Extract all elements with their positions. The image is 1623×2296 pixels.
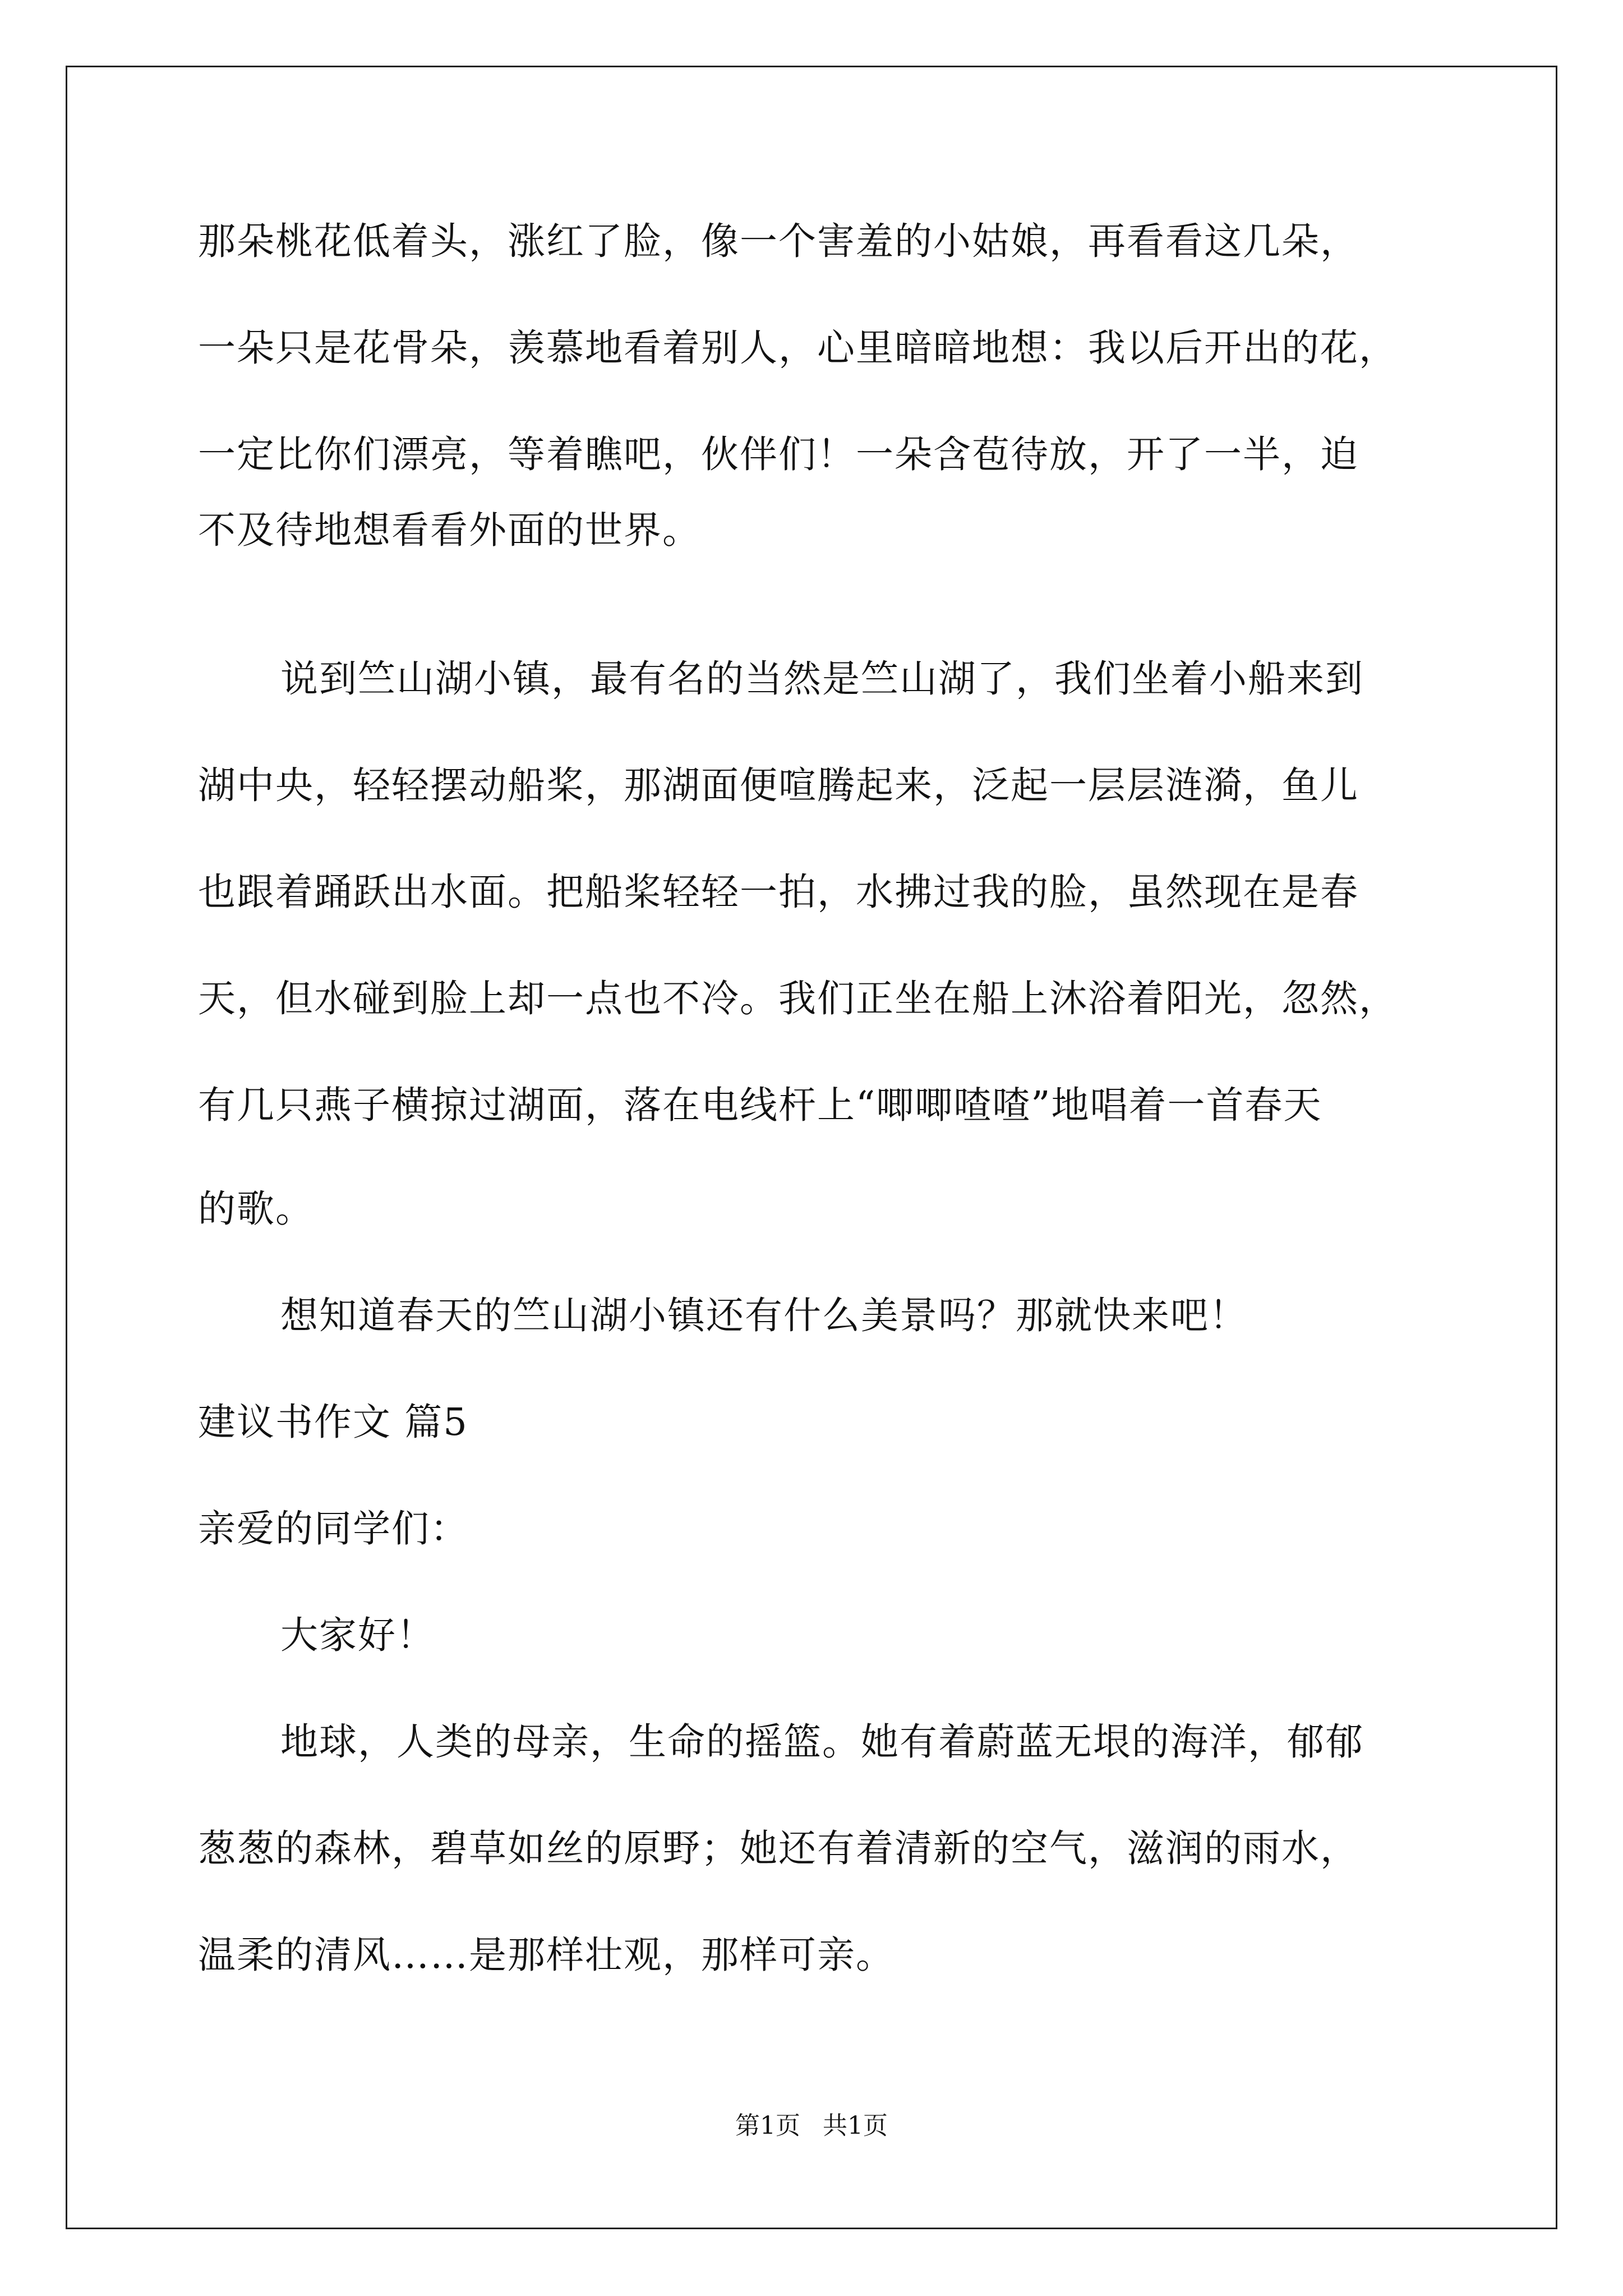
greeting: 大家好！ — [280, 1613, 435, 1657]
text-line: 湖中央，轻轻摆动船桨，那湖面便喧腾起来，泛起一层层涟漪，鱼儿 — [198, 763, 1359, 807]
text-line: 一朵只是花骨朵，羡慕地看着别人，心里暗暗地想：我以后开出的花， — [198, 326, 1398, 370]
section-heading: 建议书作文 篇5 — [198, 1400, 468, 1444]
text-line: 的歌。 — [198, 1187, 314, 1231]
page-footer — [0, 2109, 1623, 2143]
page-total: 共1页 — [823, 2111, 888, 2140]
salutation: 亲爱的同学们： — [198, 1507, 469, 1550]
text-line: 天，但水碰到脸上却一点也不冷。我们正坐在船上沐浴着阳光，忽然， — [198, 977, 1398, 1020]
text-line: 也跟着踊跃出水面。把船桨轻轻一拍，水拂过我的脸，虽然现在是春 — [198, 870, 1359, 914]
text-line: 地球，人类的母亲，生命的摇篮。她有着蔚蓝无垠的海洋，郁郁 — [280, 1720, 1364, 1764]
page-number: 第1页 — [735, 2111, 800, 2140]
text-line: 说到竺山湖小镇，最有名的当然是竺山湖了，我们坐着小船来到 — [280, 657, 1364, 701]
text-line: 温柔的清风……是那样壮观，那样可亲。 — [198, 1933, 895, 1977]
text-line: 有几只燕子横掠过湖面，落在电线杆上“唧唧喳喳”地唱着一首春天 — [198, 1083, 1322, 1127]
text-line: 想知道春天的竺山湖小镇还有什么美景吗？那就快来吧！ — [280, 1294, 1248, 1337]
text-line: 那朵桃花低着头，涨红了脸，像一个害羞的小姑娘，再看看这几朵， — [198, 219, 1359, 263]
page-border — [66, 66, 1557, 2229]
text-line: 不及待地想看看外面的世界。 — [198, 508, 701, 552]
text-line: 葱葱的森林，碧草如丝的原野；她还有着清新的空气，滋润的雨水， — [198, 1826, 1359, 1870]
text-line: 一定比你们漂亮，等着瞧吧，伙伴们！一朵含苞待放，开了一半，迫 — [198, 432, 1359, 476]
